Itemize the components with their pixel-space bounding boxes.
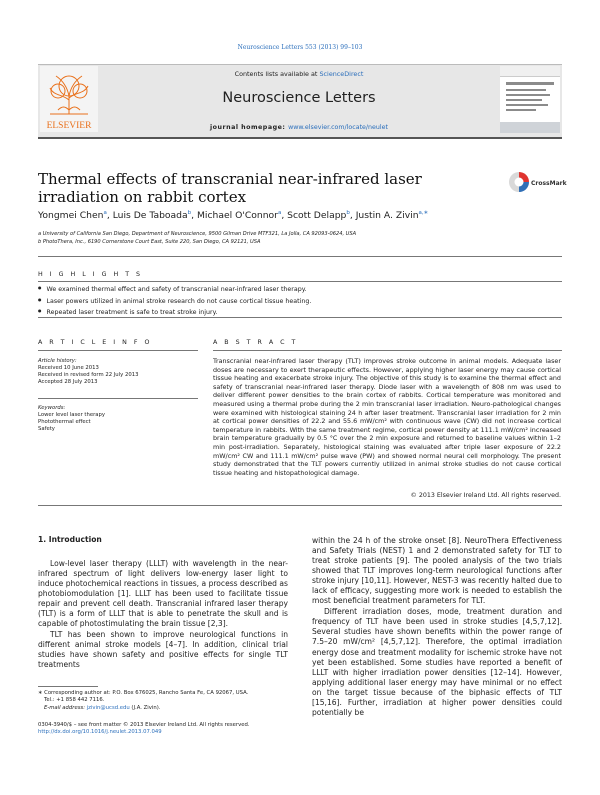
article-info-heading: A R T I C L E I N F O [38, 339, 152, 346]
contents-prefix: Contents lists available at [234, 70, 320, 78]
highlight-item: ● Laser powers utilized in animal stroke research do not cause cortical tissue heating. [38, 295, 558, 307]
author-name[interactable]: Justin A. Zivin [355, 210, 419, 222]
divider [38, 350, 198, 351]
copyright-notice: © 2013 Elsevier Ireland Ltd. All rights reserved. [410, 492, 561, 499]
divider [38, 281, 562, 282]
affiliation-b: b PhotoThera, Inc., 6190 Cornerstone Court East, Suite 220, San Diego, CA 92121, USA [38, 239, 261, 245]
footnote-email [44, 705, 160, 712]
footnote-divider [38, 686, 98, 687]
abstract-heading: A B S T R A C T [213, 339, 298, 346]
article-title: Thermal effects of transcranial near-infrared laser irradiation on rabbit cortex [38, 170, 422, 206]
author-affiliation-mark: a [277, 210, 282, 216]
divider [38, 256, 562, 257]
journal-cover-image [500, 66, 560, 133]
keyword-item: Safety [38, 426, 55, 432]
crossmark-label: CrossMark [531, 180, 567, 187]
homepage-url[interactable]: www.elsevier.com/locate/neulet [288, 124, 388, 131]
author-name[interactable]: Yongmei Chen [38, 210, 104, 222]
author-name[interactable]: Luis De Taboada [112, 210, 188, 222]
homepage-line [98, 124, 500, 131]
body-paragraph: TLT has been shown to improve neurological functions in different animal stroke models [4–7]. In addition, clinical trial studies have shown safety and positive effects for single TLT treatments [38, 630, 288, 670]
history-accepted: Accepted 28 July 2013 [38, 379, 98, 385]
author-affiliation-mark: b [187, 210, 192, 216]
body-paragraph: Low-level laser therapy (LLLT) with wavelength in the near-infrared spectrum of light delivers low-energy laser light to induce photochemical reactions in tissues, a process described as photobiomodulation [1]. LLLT has been used to facilitate tissue repair and prevent cell death. Transcranial infrared laser therapy (TLT) is a form of LLLT that is able to penetrate the skull and is capable of photostimulating the brain tissue [2,3]. [38, 559, 288, 629]
author-affiliation-mark: a,∗ [418, 210, 429, 216]
article-history [38, 358, 138, 386]
body-paragraph: within the 24 h of the stroke onset [8]. NeuroThera Effectiveness and Safety Trials (NEST) 1 and 2 demonstrated safety for TLT to treat stroke patients [9]. The pooled analysis of the two trials showed that TLT improves long-term neurological functions after stroke injury [10,11]. However, NEST-3 was recently halted due to lack of efficacy, suggesting more work is needed to establish the most beneficial treatment parameters for TLT. [312, 536, 562, 606]
doi-link[interactable]: http://dx.doi.org/10.1016/j.neulet.2013.07.049 [38, 729, 162, 735]
history-revised: Received in revised form 22 July 2013 [38, 372, 139, 378]
footnote-tel: Tel.: +1 858 442 7116. [44, 697, 105, 703]
divider [213, 350, 562, 351]
divider [38, 505, 562, 506]
author-affiliation-mark: a [103, 210, 107, 216]
author-name[interactable]: Scott Delapp [287, 210, 347, 222]
highlights-list [38, 283, 558, 318]
keywords [38, 405, 105, 433]
journal-reference[interactable]: Neuroscience Letters 553 (2013) 99–103 [237, 44, 363, 51]
journal-name: Neuroscience Letters [222, 90, 376, 106]
keyword-item: Lower level laser therapy [38, 412, 106, 418]
left-column [38, 559, 288, 671]
author-name[interactable]: Michael O'Connor [196, 210, 278, 222]
highlight-item: ● Repeated laser treatment is safe to treat stroke injury. [38, 306, 558, 318]
email-label: E-mail address: [44, 705, 87, 711]
author-affiliation-mark: b [346, 210, 350, 216]
elsevier-logo [40, 66, 98, 132]
issn-line: 0304-3940/$ – see front matter © 2013 Elsevier Ireland Ltd. All rights reserved. [38, 722, 250, 728]
contents-line [98, 70, 500, 78]
divider [38, 398, 198, 399]
history-received: Received 10 June 2013 [38, 365, 99, 371]
section-heading: 1. Introduction [38, 535, 102, 544]
keyword-item: Photothermal effect [38, 419, 91, 425]
homepage-label: journal homepage: [210, 124, 289, 131]
email-link[interactable]: jzivin@ucsd.edu [86, 705, 130, 711]
highlights-heading: H I G H L I G H T S [38, 271, 143, 278]
body-paragraph: Different irradiation doses, mode, treatment duration and frequency of TLT have been used in stroke studies [4,5,7,12]. Several studies have shown benefits within the power range of 7.5–20 mW/cm² [4,5,7,12]. Therefore, the optimal irradiation energy dose and treatment modality for ischemic stroke have not yet been established. Some studies have reported a benefit of LLLT with higher irradiation power densities [12–14]. However, applying additional laser energy may have minimal or no effect on the target tissue because of the biphasic effects of TLT [15,16]. Further, irradiation at higher power densities could potentially be [312, 607, 562, 717]
keywords-heading: Keywords: [38, 405, 66, 411]
footnote-corresponding: ∗ Corresponding author at: P.O. Box 676025, Rancho Santa Fe, CA 92067, USA. [38, 690, 249, 696]
affiliation-a: a University of California San Diego, Department of Neuroscience, 9500 Gilman Drive MTF321, La Jolla, CA 92093-0624, USA [38, 231, 357, 237]
divider [38, 317, 562, 318]
publisher-logo-text: ELSEVIER [46, 121, 92, 131]
abstract-text: Transcranial near-infrared laser therapy (TLT) improves stroke outcome in animal models. Adequate laser doses are necessary to exert therapeutic effects. However, applying higher laser energy may cause cortical tissue heating and exacerbate stroke injury. The objective of this study is to examine the thermal effect and safety of transcranial near-infrared laser therapy. Diode laser with a wavelength of 808 nm was used to deliver different power densities to the brain cortex of rabbits. Cortical temperature was monitored and measured using a thermal probe during the 2 min transcranial laser irradiation. Neuro-pathological changes were examined with histological staining 24 h after laser treatment. Transcranial laser irradiation for 2 min at cortical power densities of 22.2 and 55.6 mW/cm² with continuous wave (CW) did not increase cortical temperature in rabbits. With the same treatment regime, cortical power density at 111.1 mW/cm² increased brain temperature gradually by 0.5 °C over the 2 min exposure and returned to baseline values within 1–2 min post-irradiation. Separately, histological staining was evaluated after triple laser exposure of 22.2 mW/cm² CW and 111.1 mW/cm² pulse wave (PW) and showed normal neural cell morphology. The present study demonstrated that the TLT powers currently utilized in animal stroke studies do not cause cortical tissue heating and histopathological damage. [213, 357, 561, 477]
author-list: Yongmei Chen$^a$, Luis De Taboada$^b$, Michael O'Connor$^a$, Scott Delapp$^b$, Justin A. Zivin$^{a,∗}$ [38, 210, 429, 222]
highlight-item: ● We examined thermal effect and safety of transcranial near-infrared laser therapy. [38, 283, 558, 295]
sciencedirect-link[interactable]: ScienceDirect [319, 70, 364, 78]
right-column [312, 536, 562, 718]
email-suffix: (J.A. Zivin). [129, 705, 161, 711]
history-heading: Article history: [38, 358, 77, 364]
crossmark-icon[interactable] [508, 170, 567, 194]
